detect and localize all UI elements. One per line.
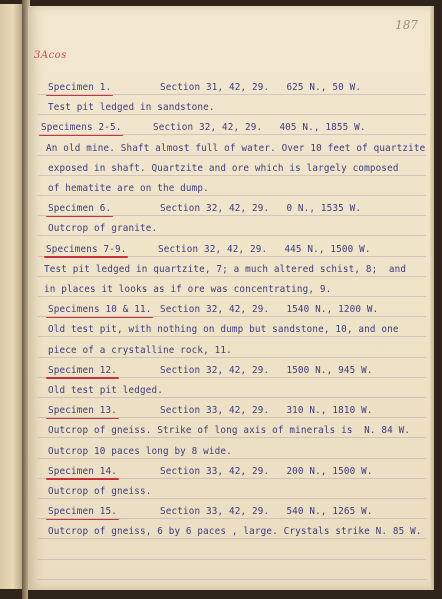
- ruled-line: [38, 579, 426, 580]
- left-page-edge: [0, 4, 23, 589]
- specimen-note: Old test pit ledged.: [48, 385, 163, 396]
- ruled-line: [38, 437, 426, 438]
- specimen-line: [48, 506, 428, 517]
- specimen-location: Section 32, 42, 29. 1540 N., 1200 W.: [160, 304, 379, 316]
- ruled-line: [38, 336, 426, 337]
- specimen-location: Section 33, 42, 29. 200 N., 1500 W.: [160, 465, 373, 477]
- notebook-page: [28, 6, 434, 590]
- specimen-label: Specimen 14.: [48, 465, 117, 477]
- specimen-location: Section 31, 42, 29. 625 N., 50 W.: [160, 82, 362, 93]
- specimen-note: Outcrop of gneiss, 6 by 6 paces , large. Crystals strike N. 85 W.: [48, 526, 422, 538]
- specimen-line: [48, 304, 428, 315]
- specimen-note: piece of a crystalline rock, 11.: [48, 344, 232, 356]
- ruled-line: [38, 276, 426, 277]
- specimen-label: Specimens 10 & 11.: [48, 304, 152, 316]
- ruled-line: [38, 357, 426, 358]
- specimen-line: [48, 405, 428, 416]
- ruled-line: [38, 559, 426, 560]
- specimen-note: An old mine. Shaft almost full of water. Over 10 feet of quartzite: [46, 142, 426, 154]
- specimen-line: [48, 466, 428, 477]
- specimen-label: Specimens 2-5.: [41, 122, 122, 134]
- specimen-label: Specimen 6.: [48, 203, 112, 215]
- specimen-note: Outcrop of gneiss. Strike of long axis of minerals is N. 84 W.: [48, 425, 411, 437]
- specimen-note: Outcrop 10 paces long by 8 wide.: [48, 445, 232, 457]
- specimen-note: in places it looks as if ore was concentrating, 9.: [44, 284, 332, 295]
- specimen-label: Specimen 1.: [48, 82, 112, 93]
- specimen-note: of hematite are on the dump.: [48, 183, 209, 194]
- specimen-line: [46, 244, 426, 255]
- ruled-line: [38, 175, 426, 176]
- specimen-line: [41, 122, 421, 133]
- specimen-note: Test pit ledged in quartzite, 7; a much altered schist, 8; and: [44, 263, 407, 275]
- specimen-note: Outcrop of granite.: [48, 223, 158, 235]
- specimen-line: [48, 82, 428, 93]
- ruled-line: [38, 155, 426, 156]
- specimen-note: Outcrop of gneiss.: [48, 486, 152, 497]
- ruled-line: [38, 397, 426, 398]
- ruled-line: [38, 296, 426, 297]
- specimen-note: Test pit ledged in sandstone.: [48, 102, 215, 114]
- header-note: 3Acos: [34, 50, 67, 61]
- ruled-line: [38, 458, 426, 459]
- specimen-location: Section 32, 42, 29. 405 N., 1855 W.: [153, 122, 366, 134]
- specimen-location: Section 32, 42, 29. 1500 N., 945 W.: [160, 364, 373, 376]
- specimen-line: [48, 203, 428, 214]
- ruled-line: [38, 195, 426, 196]
- specimen-label: Specimen 12.: [48, 364, 117, 376]
- bottom-shadow: [28, 590, 434, 599]
- specimen-label: Specimens 7-9.: [46, 243, 127, 255]
- page-number: 187: [395, 18, 418, 32]
- specimen-location: Section 33, 42, 29. 540 N., 1265 W.: [160, 506, 373, 518]
- ruled-line: [38, 498, 426, 499]
- specimen-location: Section 32, 42, 29. 0 N., 1535 W.: [160, 203, 362, 215]
- specimen-note: Old test pit, with nothing on dump but sandstone, 10, and one: [48, 324, 399, 336]
- specimen-note: exposed in shaft. Quartzite and ore which is largely composed: [48, 162, 399, 174]
- page-edge: [430, 6, 434, 590]
- ruled-line: [38, 538, 426, 539]
- specimen-location: Section 32, 42, 29. 445 N., 1500 W.: [158, 243, 371, 255]
- specimen-location: Section 33, 42, 29. 310 N., 1810 W.: [160, 405, 373, 417]
- ruled-line: [38, 235, 426, 236]
- specimen-line: [48, 365, 428, 376]
- ruled-line: [38, 114, 426, 115]
- specimen-label: Specimen 15.: [48, 506, 117, 518]
- specimen-label: Specimen 13.: [48, 405, 117, 417]
